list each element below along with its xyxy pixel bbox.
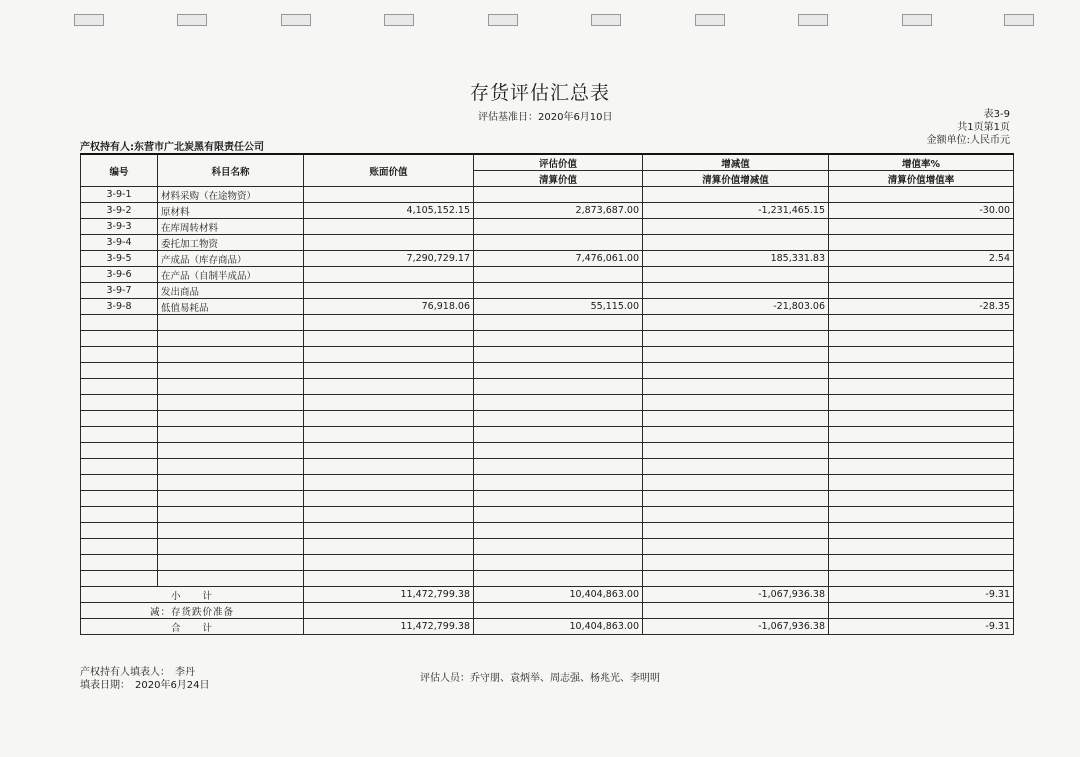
cell-change [643, 235, 829, 251]
cell-eval [474, 267, 643, 283]
empty-cell [304, 331, 474, 347]
header-code: 编号 [81, 154, 158, 187]
cell-rate [829, 235, 1014, 251]
empty-cell [158, 331, 304, 347]
empty-cell [304, 491, 474, 507]
empty-cell [158, 507, 304, 523]
cell-change [643, 219, 829, 235]
less-change [643, 603, 829, 619]
less-book [304, 603, 474, 619]
fill-date: 填表日期： 2020年6月24日 [80, 680, 210, 691]
empty-cell [829, 507, 1014, 523]
empty-cell [474, 395, 643, 411]
empty-cell [474, 347, 643, 363]
cell-rate [829, 267, 1014, 283]
empty-cell [474, 571, 643, 587]
cell-eval [474, 235, 643, 251]
total-change: -1,067,936.38 [643, 619, 829, 635]
empty-cell [829, 459, 1014, 475]
empty-row [81, 459, 1014, 475]
binding-hole-mark [177, 14, 207, 26]
empty-cell [158, 475, 304, 491]
empty-row [81, 315, 1014, 331]
empty-cell [81, 427, 158, 443]
cell-rate [829, 187, 1014, 203]
empty-cell [643, 395, 829, 411]
cell-book [304, 283, 474, 299]
cell-code: 3-9-7 [81, 283, 158, 299]
empty-cell [304, 555, 474, 571]
empty-cell [158, 555, 304, 571]
empty-cell [829, 491, 1014, 507]
empty-cell [158, 347, 304, 363]
header-rate-sub: 清算价值增值率 [829, 171, 1014, 187]
empty-cell [81, 411, 158, 427]
cell-code: 3-9-1 [81, 187, 158, 203]
cell-book: 4,105,152.15 [304, 203, 474, 219]
empty-cell [158, 539, 304, 555]
empty-row [81, 491, 1014, 507]
empty-cell [474, 555, 643, 571]
binding-hole-mark [902, 14, 932, 26]
empty-cell [829, 443, 1014, 459]
empty-row [81, 571, 1014, 587]
empty-cell [829, 523, 1014, 539]
header-book-value: 账面价值 [304, 154, 474, 187]
empty-cell [829, 347, 1014, 363]
empty-cell [304, 523, 474, 539]
empty-cell [81, 539, 158, 555]
empty-cell [304, 363, 474, 379]
table-number: 表3-9 [983, 109, 1010, 120]
empty-cell [829, 555, 1014, 571]
empty-row [81, 523, 1014, 539]
empty-cell [474, 539, 643, 555]
cell-name: 产成品（库存商品） [158, 251, 304, 267]
empty-cell [81, 571, 158, 587]
cell-change [643, 187, 829, 203]
subtotal-change: -1,067,936.38 [643, 587, 829, 603]
empty-cell [81, 443, 158, 459]
subtotal-book: 11,472,799.38 [304, 587, 474, 603]
cell-change: -21,803.06 [643, 299, 829, 315]
cell-rate: -30.00 [829, 203, 1014, 219]
cell-rate: -28.35 [829, 299, 1014, 315]
currency-unit: 金额单位:人民币元 [926, 135, 1010, 146]
table-row [81, 251, 1014, 267]
empty-cell [474, 331, 643, 347]
empty-row [81, 395, 1014, 411]
cell-book: 76,918.06 [304, 299, 474, 315]
empty-cell [474, 379, 643, 395]
less-row [81, 603, 1014, 619]
cell-name: 原材料 [158, 203, 304, 219]
empty-row [81, 507, 1014, 523]
empty-cell [829, 539, 1014, 555]
empty-row [81, 427, 1014, 443]
empty-cell [81, 379, 158, 395]
empty-cell [474, 443, 643, 459]
empty-cell [643, 347, 829, 363]
binding-hole-mark [281, 14, 311, 26]
table-row [81, 235, 1014, 251]
empty-cell [304, 475, 474, 491]
page-info: 共1页第1页 [957, 122, 1010, 133]
binding-hole-mark [74, 14, 104, 26]
binding-hole-mark [695, 14, 725, 26]
empty-cell [81, 363, 158, 379]
empty-cell [474, 491, 643, 507]
empty-cell [474, 475, 643, 491]
cell-rate [829, 283, 1014, 299]
cell-code: 3-9-5 [81, 251, 158, 267]
cell-name: 材料采购（在途物资） [158, 187, 304, 203]
empty-cell [643, 571, 829, 587]
empty-cell [158, 411, 304, 427]
empty-cell [474, 411, 643, 427]
cell-code: 3-9-4 [81, 235, 158, 251]
cell-change [643, 267, 829, 283]
empty-cell [643, 379, 829, 395]
subtotal-rate: -9.31 [829, 587, 1014, 603]
cell-eval [474, 219, 643, 235]
total-label: 合 计 [81, 619, 304, 635]
table-row [81, 203, 1014, 219]
cell-rate: 2.54 [829, 251, 1014, 267]
cell-book [304, 267, 474, 283]
empty-cell [81, 315, 158, 331]
empty-cell [643, 443, 829, 459]
empty-cell [829, 379, 1014, 395]
header-name: 科目名称 [158, 154, 304, 187]
empty-cell [158, 315, 304, 331]
cell-book [304, 235, 474, 251]
empty-cell [304, 427, 474, 443]
empty-row [81, 411, 1014, 427]
empty-row [81, 443, 1014, 459]
binding-hole-mark [488, 14, 518, 26]
empty-cell [474, 427, 643, 443]
empty-cell [158, 363, 304, 379]
subtotal-label: 小 计 [81, 587, 304, 603]
total-row [81, 619, 1014, 635]
empty-cell [158, 459, 304, 475]
empty-cell [304, 507, 474, 523]
empty-cell [643, 507, 829, 523]
cell-eval: 55,115.00 [474, 299, 643, 315]
table-row [81, 187, 1014, 203]
footer-filler-block [80, 666, 210, 692]
empty-cell [304, 443, 474, 459]
empty-row [81, 555, 1014, 571]
cell-name: 发出商品 [158, 283, 304, 299]
empty-cell [829, 411, 1014, 427]
empty-cell [643, 539, 829, 555]
table-row [81, 299, 1014, 315]
cell-eval: 2,873,687.00 [474, 203, 643, 219]
header-eval-sub: 清算价值 [474, 171, 643, 187]
header-change: 增减值 [643, 154, 829, 171]
less-eval [474, 603, 643, 619]
cell-change: -1,231,465.15 [643, 203, 829, 219]
base-date: 评估基准日：2020年6月10日 [478, 112, 613, 123]
empty-cell [304, 379, 474, 395]
empty-cell [474, 363, 643, 379]
cell-code: 3-9-2 [81, 203, 158, 219]
total-eval: 10,404,863.00 [474, 619, 643, 635]
cell-code: 3-9-6 [81, 267, 158, 283]
empty-cell [304, 459, 474, 475]
header-rate: 增值率% [829, 154, 1014, 171]
empty-cell [829, 395, 1014, 411]
header-eval-value: 评估价值 [474, 154, 643, 171]
empty-cell [81, 507, 158, 523]
cell-eval: 7,476,061.00 [474, 251, 643, 267]
empty-cell [643, 331, 829, 347]
less-rate [829, 603, 1014, 619]
empty-cell [643, 459, 829, 475]
empty-cell [158, 379, 304, 395]
empty-cell [829, 475, 1014, 491]
table-row [81, 283, 1014, 299]
empty-cell [474, 523, 643, 539]
cell-book: 7,290,729.17 [304, 251, 474, 267]
empty-cell [81, 395, 158, 411]
cell-eval [474, 283, 643, 299]
empty-row [81, 347, 1014, 363]
empty-cell [158, 491, 304, 507]
empty-cell [304, 411, 474, 427]
cell-eval [474, 187, 643, 203]
empty-row [81, 539, 1014, 555]
form-filler: 产权持有人填表人： 李丹 [80, 667, 195, 678]
cell-change: 185,331.83 [643, 251, 829, 267]
table-body [81, 187, 1014, 587]
empty-cell [829, 331, 1014, 347]
empty-cell [304, 315, 474, 331]
empty-cell [81, 491, 158, 507]
empty-cell [643, 491, 829, 507]
cell-book [304, 219, 474, 235]
empty-cell [304, 347, 474, 363]
less-label: 减：存货跌价准备 [81, 603, 304, 619]
empty-cell [158, 427, 304, 443]
summary-table [80, 153, 1014, 635]
empty-cell [474, 459, 643, 475]
empty-cell [643, 363, 829, 379]
empty-cell [643, 315, 829, 331]
cell-name: 委托加工物资 [158, 235, 304, 251]
empty-cell [81, 459, 158, 475]
empty-cell [81, 347, 158, 363]
empty-cell [81, 555, 158, 571]
cell-book [304, 187, 474, 203]
empty-cell [829, 427, 1014, 443]
empty-cell [81, 523, 158, 539]
empty-cell [643, 555, 829, 571]
empty-cell [643, 475, 829, 491]
subtotal-eval: 10,404,863.00 [474, 587, 643, 603]
empty-cell [643, 523, 829, 539]
empty-cell [158, 571, 304, 587]
empty-row [81, 475, 1014, 491]
empty-cell [158, 523, 304, 539]
empty-cell [158, 395, 304, 411]
empty-row [81, 331, 1014, 347]
cell-rate [829, 219, 1014, 235]
empty-cell [304, 539, 474, 555]
empty-cell [304, 395, 474, 411]
empty-cell [829, 363, 1014, 379]
empty-cell [474, 315, 643, 331]
header-change-sub: 清算价值增减值 [643, 171, 829, 187]
empty-cell [81, 331, 158, 347]
cell-change [643, 283, 829, 299]
table-row [81, 267, 1014, 283]
empty-cell [643, 411, 829, 427]
cell-name: 低值易耗品 [158, 299, 304, 315]
subtotal-row [81, 587, 1014, 603]
binding-hole-mark [591, 14, 621, 26]
cell-name: 在产品（自制半成品） [158, 267, 304, 283]
empty-cell [829, 571, 1014, 587]
empty-cell [81, 475, 158, 491]
binding-hole-mark [1004, 14, 1034, 26]
cell-name: 在库周转材料 [158, 219, 304, 235]
empty-cell [474, 507, 643, 523]
appraisers: 评估人员：乔守朋、袁炳举、周志强、杨兆光、李明明 [420, 673, 660, 684]
property-owner: 产权持有人:东营市广北炭黑有限责任公司 [80, 142, 264, 153]
cell-code: 3-9-3 [81, 219, 158, 235]
binding-hole-mark [798, 14, 828, 26]
empty-row [81, 363, 1014, 379]
binding-hole-mark [384, 14, 414, 26]
table-row [81, 219, 1014, 235]
total-rate: -9.31 [829, 619, 1014, 635]
page-title: 存货评估汇总表 [469, 82, 610, 104]
cell-code: 3-9-8 [81, 299, 158, 315]
total-book: 11,472,799.38 [304, 619, 474, 635]
empty-cell [304, 571, 474, 587]
empty-cell [643, 427, 829, 443]
empty-cell [829, 315, 1014, 331]
table-meta [927, 108, 1010, 147]
empty-cell [158, 443, 304, 459]
empty-row [81, 379, 1014, 395]
